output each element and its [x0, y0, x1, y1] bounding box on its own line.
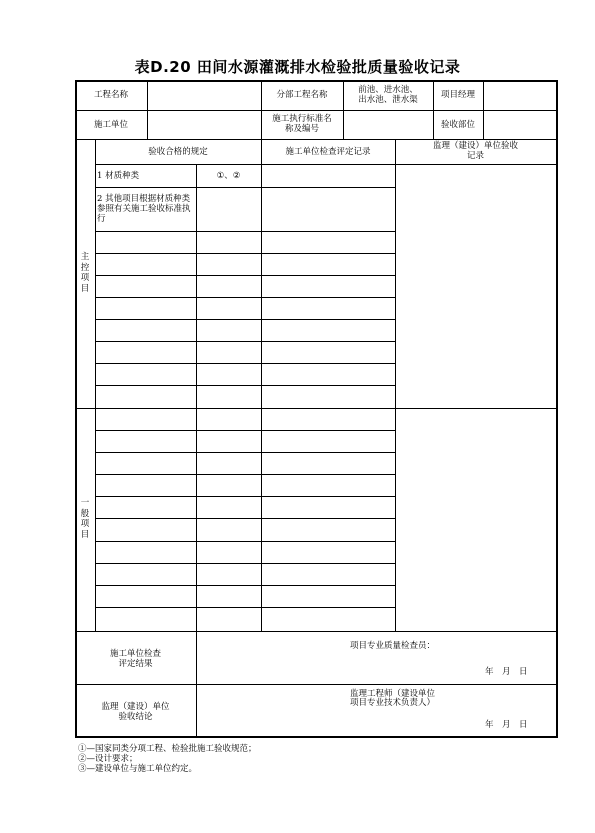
main-items-label: 主控项目 — [80, 252, 90, 294]
result-label-line1: 施工单位检查 — [109, 649, 161, 659]
acceptance-part-label: 验收部位 — [440, 120, 475, 130]
footnotes — [78, 744, 257, 774]
page-title: 表D.20 田间水源灌溉排水检验批质量验收记录 — [134, 58, 461, 76]
acceptance-record-table — [75, 80, 558, 738]
conclusion-date: 年 月 日 — [485, 720, 528, 730]
sub-project-value-line1: 前池、进水池、 — [358, 85, 418, 95]
supervision-header-line1: 监理（建设）单位验收 — [432, 141, 518, 151]
footnote-1: ①—国家同类分项工程、检验批施工验收规范； — [78, 744, 257, 754]
conclusion-label-line1: 监理（建设）单位 — [101, 702, 170, 712]
project-name-label: 工程名称 — [93, 90, 128, 100]
sub-project-label: 分部工程名称 — [276, 90, 328, 100]
engineer-label-line2: 项目专业技术负责人） — [350, 698, 436, 708]
spec-header: 验收合格的规定 — [148, 147, 208, 157]
engineer-label-line1: 监理工程师（建设单位 — [350, 689, 436, 699]
quality-inspector-label: 项目专业质量检查员： — [350, 641, 436, 651]
main-item-1: 1 材质种类 — [97, 171, 140, 181]
general-items-label: 一般项目 — [80, 498, 90, 540]
supervision-header-line2: 记录 — [466, 151, 484, 161]
construction-unit-label: 施工单位 — [93, 120, 128, 130]
project-manager-label: 项目经理 — [440, 90, 475, 100]
standard-label-line1: 施工执行标准名 — [272, 114, 332, 124]
conclusion-label-line2: 验收结论 — [118, 712, 153, 722]
standard-label-line2: 称及编号 — [284, 124, 319, 134]
sub-project-value-line2: 出水池、泄水渠 — [358, 95, 418, 105]
footnote-2: ②—设计要求； — [78, 754, 138, 764]
result-label-line2: 评定结果 — [118, 659, 153, 669]
main-item-2: 2 其他项目根据材质种类参照有关施工验收标准执行 — [97, 194, 191, 224]
result-date: 年 月 日 — [485, 667, 528, 677]
footnote-3: ③—建设单位与施工单位约定。 — [78, 764, 198, 774]
main-item-1-ref: ①、② — [216, 171, 241, 181]
construction-check-header: 施工单位检查评定记录 — [285, 147, 371, 157]
